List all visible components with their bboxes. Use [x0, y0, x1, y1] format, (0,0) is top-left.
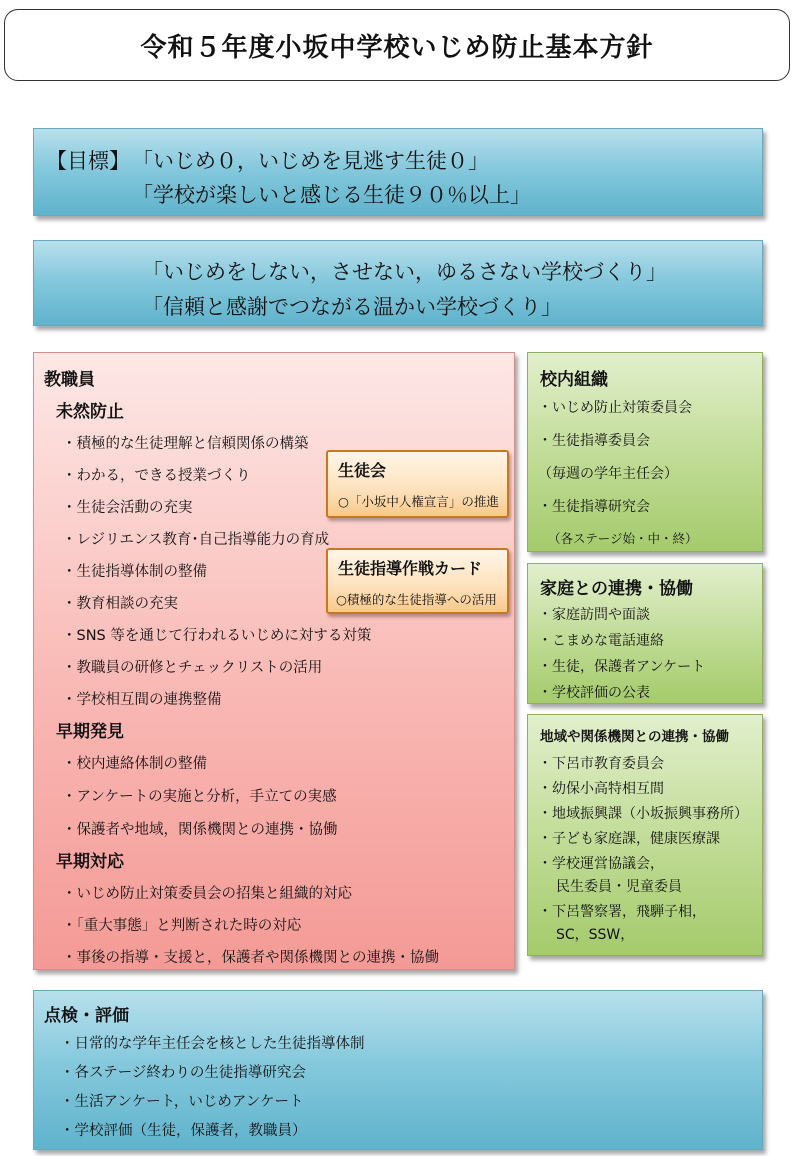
community-panel: [527, 714, 763, 956]
evaluation-heading: 点検・評価: [44, 1006, 129, 1026]
school-org-item: （毎週の学年主任会）: [538, 466, 678, 482]
family-item: ・学校評価の公表: [538, 685, 650, 701]
early-detection-item: ・保護者や地域，関係機関との連携・協働: [62, 822, 338, 838]
family-panel: [527, 563, 763, 704]
school-org-heading: 校内組織: [540, 370, 608, 390]
school-org-item: ・いじめ防止対策委員会: [538, 400, 692, 416]
prevention-item: ・わかる，できる授業づくり: [62, 468, 251, 484]
community-item: ・下呂警察署，飛騨子相，: [538, 904, 706, 920]
page-title: 令和５年度小坂中学校いじめ防止基本方針: [4, 9, 790, 81]
evaluation-item: ・生活アンケート，いじめアンケート: [60, 1094, 304, 1110]
student-council-title: 生徒会: [338, 461, 387, 480]
slogan-line-2: 「信頼と感謝でつながる温かい学校づくり」: [142, 295, 562, 319]
family-item: ・家庭訪問や面談: [538, 607, 650, 623]
goal-label: 【目標】: [46, 149, 130, 173]
prevention-item: ・生徒指導体制の整備: [62, 564, 207, 580]
guidance-card-title: 生徒指導作戦カード: [338, 559, 483, 578]
school-org-item: ・生徒指導委員会: [538, 433, 650, 449]
community-item: ・子ども家庭課，健康医療課: [538, 831, 720, 847]
school-org-panel: [527, 352, 763, 552]
early-response-heading: 早期対応: [56, 852, 124, 872]
community-item: 民生委員・児童委員: [556, 879, 682, 895]
slogan-banner: [33, 240, 763, 326]
prevention-item: ・SNS 等を通じて行われるいじめに対する対策: [62, 628, 372, 644]
family-heading: 家庭との連携・協働: [540, 579, 693, 599]
prevention-heading: 未然防止: [56, 402, 124, 422]
evaluation-item: ・各ステージ終わりの生徒指導研究会: [60, 1065, 306, 1081]
prevention-item: ・教育相談の充実: [62, 596, 178, 612]
early-response-item: ・「重大事態」と判断された時の対応: [62, 918, 302, 934]
early-detection-heading: 早期発見: [56, 722, 124, 742]
goal-banner: [33, 128, 763, 216]
early-response-item: ・いじめ防止対策委員会の招集と組織的対応: [62, 886, 352, 902]
family-item: ・生徒，保護者アンケート: [538, 659, 706, 675]
prevention-item: ・積極的な生徒理解と信頼関係の構築: [62, 436, 309, 452]
staff-heading: 教職員: [44, 370, 95, 390]
community-heading: 地域や関係機関との連携・協働: [540, 729, 729, 745]
prevention-item: ・学校相互間の連携整備: [62, 692, 222, 708]
prevention-item: ・教職員の研修とチェックリストの活用: [62, 660, 323, 676]
guidance-card-callout: [326, 548, 509, 614]
prevention-item: ・生徒会活動の充実: [62, 500, 193, 516]
goal-line-2: 「学校が楽しいと感じる生徒９０％以上」: [132, 183, 531, 207]
staff-panel: [33, 352, 515, 970]
goal-line-1: 「いじめ０，いじめを見逃す生徒０」: [132, 149, 489, 173]
school-org-item: ・生徒指導研究会: [538, 499, 650, 515]
community-item: SC，SSW，: [556, 927, 635, 943]
slogan-line-1: 「いじめをしない，させない，ゆるさない学校づくり」: [142, 260, 667, 284]
evaluation-item: ・学校評価（生徒，保護者，教職員）: [60, 1123, 307, 1139]
guidance-card-text: ○積極的な生徒指導への活用: [336, 592, 497, 607]
community-item: ・下呂市教育委員会: [538, 756, 664, 772]
community-item: ・地域振興課（小坂振興事務所）: [538, 806, 748, 822]
early-detection-item: ・校内連絡体制の整備: [62, 756, 207, 772]
early-response-item: ・事後の指導・支援と，保護者や関係機関との連携・協働: [62, 950, 439, 966]
evaluation-panel: [33, 990, 763, 1150]
student-council-text: ○「小坂中人権宣言」の推進: [338, 494, 499, 509]
evaluation-item: ・日常的な学年主任会を核とした生徒指導体制: [60, 1036, 365, 1052]
community-item: ・幼保小高特相互間: [538, 781, 664, 797]
prevention-item: ・レジリエンス教育･自己指導能力の育成: [62, 532, 330, 548]
early-detection-item: ・アンケートの実施と分析，手立ての実感: [62, 789, 337, 805]
school-org-item: （各ステージ始・中・終）: [548, 531, 698, 546]
family-item: ・こまめな電話連絡: [538, 633, 664, 649]
student-council-callout: [326, 450, 509, 518]
community-item: ・学校運営協議会，: [538, 856, 664, 872]
